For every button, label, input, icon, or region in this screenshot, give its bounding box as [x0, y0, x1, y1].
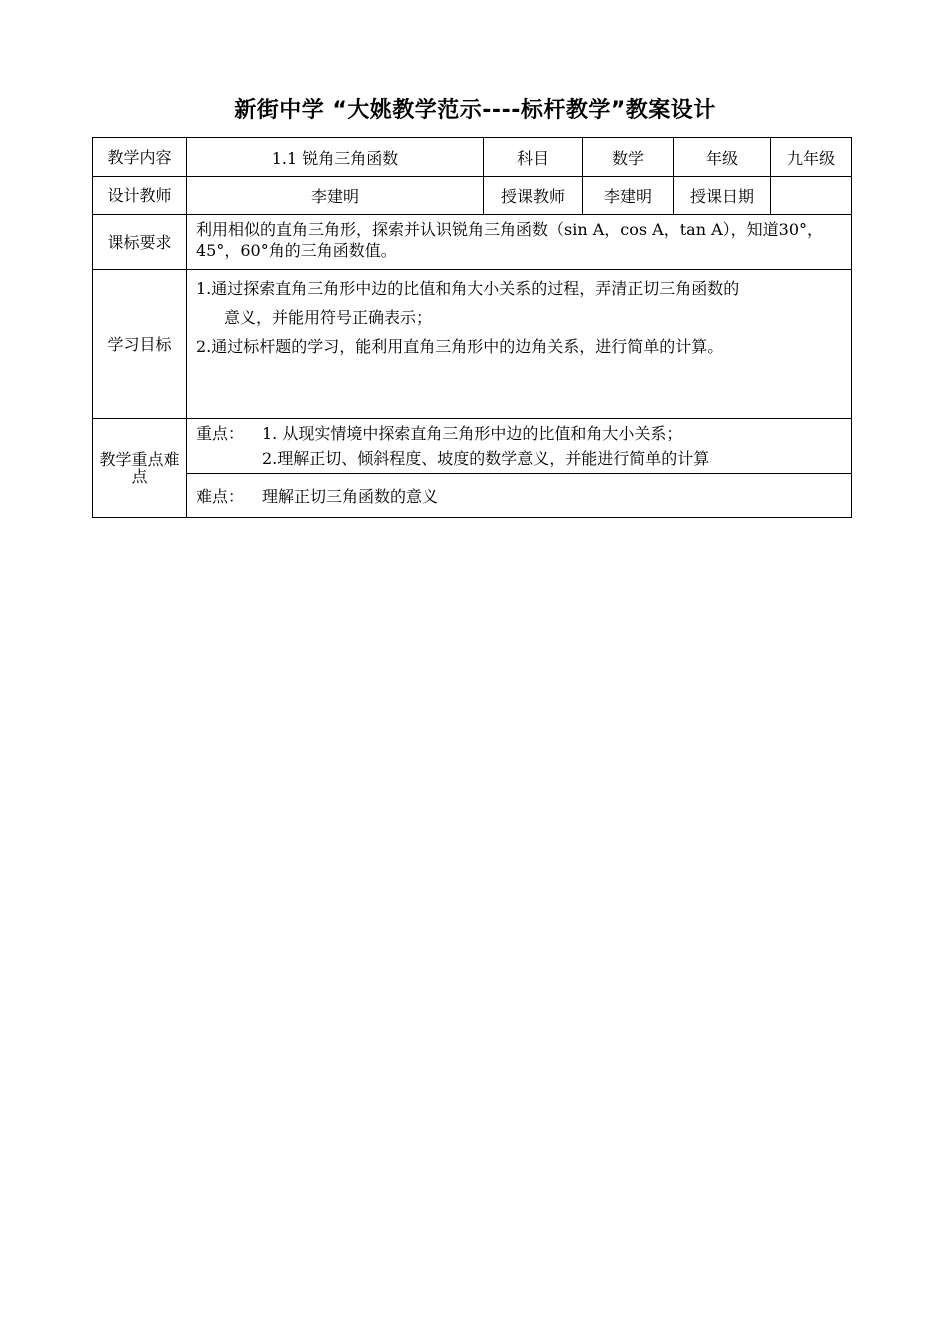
standards-text: 利用相似的直角三角形，探索并认识锐角三角函数（sin A，cos A，tan A），知道30°，45°，60°角的三角函数值。 — [187, 215, 852, 270]
difficulty-text: 理解正切三角函数的意义 — [262, 487, 439, 506]
key-point-2-text: 2.理解正切、倾斜程度、坡度的数学意义，并能进行简单的计算 — [262, 449, 710, 468]
goal-1-line-2: 意义，并能用符号正确表示； — [224, 308, 433, 327]
subject-value: 数学 — [583, 138, 674, 177]
goal-2: 2.通过标杆题的学习，能利用直角三角形中的边角关系，进行简单的计算。 — [196, 337, 724, 356]
content-value: 1.1 锐角三角函数 — [187, 138, 484, 177]
subject-label: 科目 — [484, 138, 583, 177]
difficulty-label: 难点： — [196, 487, 245, 506]
goals-content — [187, 270, 852, 419]
designer-value: 李建明 — [187, 177, 484, 215]
lesson-plan-table — [92, 137, 852, 518]
designer-label: 设计教师 — [93, 177, 187, 215]
teacher-value: 李建明 — [583, 177, 674, 215]
grade-label: 年级 — [674, 138, 771, 177]
teacher-label: 授课教师 — [484, 177, 583, 215]
content-label: 教学内容 — [93, 138, 187, 177]
key-points — [187, 419, 852, 474]
key-point-1-text: 1. 从现实情境中探索直角三角形中边的比值和角大小关系； — [262, 424, 683, 443]
focus-label: 教学重点难点 — [93, 419, 187, 518]
goal-1-line-1: 1.通过探索直角三角形中边的比值和角大小关系的过程，弄清正切三角函数的 — [196, 279, 740, 298]
date-label: 授课日期 — [674, 177, 771, 215]
standards-label: 课标要求 — [93, 215, 187, 270]
table-row-goals — [93, 270, 852, 419]
table-row-content — [93, 138, 852, 177]
key-point-2 — [196, 446, 843, 471]
key-point-1 — [196, 421, 843, 446]
key-label: 重点： — [196, 424, 245, 443]
table-row-difficulty — [93, 474, 852, 518]
grade-value: 九年级 — [771, 138, 852, 177]
date-value — [771, 177, 852, 215]
goals-label: 学习目标 — [93, 270, 187, 419]
table-row-teacher — [93, 177, 852, 215]
difficulty — [187, 474, 852, 518]
page-title: 新街中学 “大姚教学范示----标杆教学”教案设计 — [234, 98, 716, 123]
table-row-key-points — [93, 419, 852, 474]
table-row-standards — [93, 215, 852, 270]
